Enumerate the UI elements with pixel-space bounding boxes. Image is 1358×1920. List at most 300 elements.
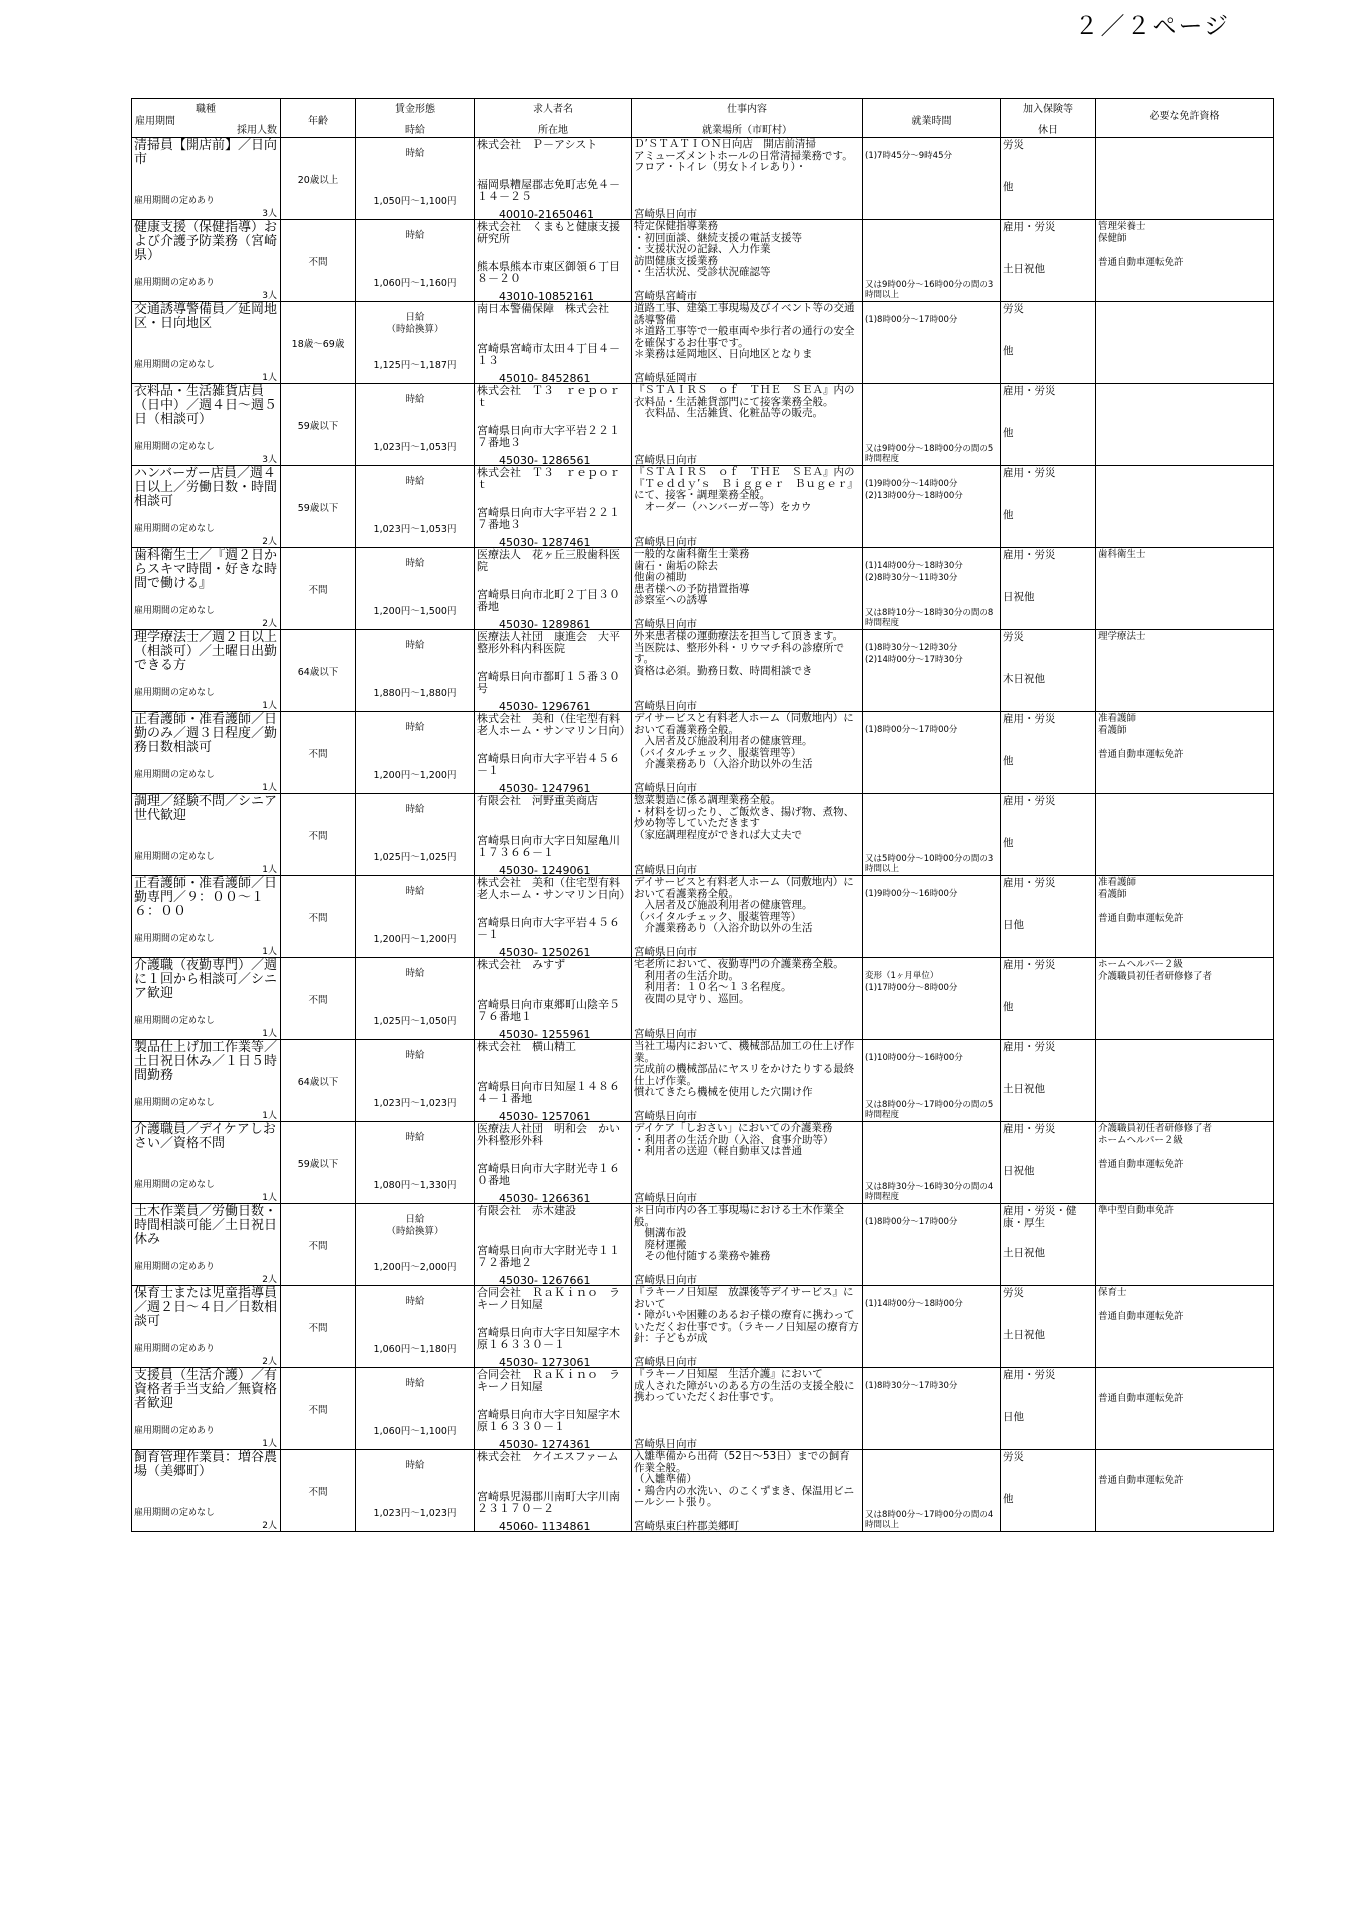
hire-count: 1人: [262, 865, 277, 875]
employer-name: 株式会社 Ｔ３ ｒｅｐｏｒｔ: [477, 466, 620, 491]
cell-license: [1096, 220, 1274, 302]
job-number: 45030- 1287461: [499, 536, 591, 548]
cell-license: [1096, 630, 1274, 712]
insurance: 雇用・労災: [1003, 1041, 1056, 1053]
job-title: 土木作業員／労働日数・時間相談可能／土日祝日休み: [134, 1204, 278, 1247]
work-location: 宮崎県日向市: [634, 946, 697, 958]
cell-license: [1096, 1122, 1274, 1204]
employment-period: 雇用期間の定めあり: [134, 1426, 216, 1436]
cell-hours: [863, 220, 1001, 302]
cell-age: [281, 466, 356, 548]
required-license: 介護職員初任者研修修了者 ホームヘルパー２級 普通自動車運転免許: [1098, 1123, 1213, 1170]
table-row: [132, 220, 1274, 302]
employment-period: 雇用期間の定めなし: [134, 1098, 216, 1108]
insurance: 労災: [1003, 303, 1024, 315]
wage-type: 時給: [405, 1132, 425, 1143]
wage-range: 1,200円～1,200円: [373, 770, 457, 781]
work-hours-note: 又は9時00分～18時00分の間の5時間程度: [865, 444, 994, 464]
wage-range: 1,025円～1,050円: [373, 1016, 457, 1027]
employer-name: 合同会社 ＲａＫｉｎｏ ラキーノ日知屋: [477, 1286, 620, 1311]
job-title: 健康支援（保健指導）および介護予防業務（宮崎県）: [134, 220, 278, 263]
cell-content: [632, 876, 863, 958]
table-row: [132, 466, 1274, 548]
cell-insurance: [1001, 384, 1096, 466]
job-title: 理学療法士／週２日以上（相談可）／土曜日出勤できる方: [134, 630, 278, 673]
cell-employer: [475, 548, 632, 630]
header-job: 職種 雇用期間 採用人数: [132, 99, 281, 138]
job-title: 清掃員【開店前】／日向市: [134, 138, 278, 167]
job-title: 介護職（夜勤専門）／週に１回から相談可／シニア歓迎: [134, 958, 278, 1001]
age-requirement: 59歳以下: [297, 421, 339, 432]
job-title: 調理／経験不問／シニア世代歓迎: [134, 794, 278, 823]
employer-name: 株式会社 Ｔ３ ｒｅｐｏｒｔ: [477, 384, 620, 409]
wage-type: 時給: [405, 804, 425, 815]
required-license: 準中型自動車免許: [1098, 1205, 1175, 1216]
work-location: 宮崎県日向市: [634, 864, 697, 876]
header-insurance: 加入保険等 休日: [1001, 99, 1096, 138]
work-location: 宮崎県日向市: [634, 700, 697, 712]
cell-employer: [475, 1204, 632, 1286]
cell-wage: [356, 138, 475, 220]
insurance: 労災: [1003, 1451, 1024, 1463]
wage-type: 時給: [405, 968, 425, 979]
employer-address: 宮崎県日向市大字日知屋字木原１６３３０－１: [477, 1326, 620, 1351]
employer-name: 株式会社 くまもと健康支援研究所: [477, 220, 620, 245]
age-requirement: 59歳以下: [297, 503, 339, 514]
job-description: 『ＳＴＡＩＲＳ ｏｆ ＴＨＥ ＳＥＡ』内の衣料品・生活雑貨部門にて接客業務全般。 衣料品、生活雑貨、化粧品等の販売。: [634, 384, 855, 419]
work-hours: (1)9時00分～14時00分 (2)13時00分～18時00分: [865, 479, 963, 501]
employer-address: 宮崎県日向市大字日知屋亀川１７３６６－１: [477, 834, 620, 859]
cell-insurance: [1001, 794, 1096, 876]
cell-employer: [475, 876, 632, 958]
cell-wage: [356, 1204, 475, 1286]
table-row: [132, 1204, 1274, 1286]
employment-period: 雇用期間の定めなし: [134, 1016, 216, 1026]
wage-type: 時給: [405, 558, 425, 569]
job-title: 歯科衛生士／『週２日からスキマ時間・好きな時間で働ける』: [134, 548, 278, 591]
employer-name: 有限会社 赤木建設: [477, 1204, 576, 1217]
work-location: 宮崎県日向市: [634, 1274, 697, 1286]
cell-age: [281, 958, 356, 1040]
work-hours-note: 又は8時10分～18時30分の間の8時間程度: [865, 608, 994, 628]
required-license: 准看護師 看護師 普通自動車運転免許: [1098, 713, 1184, 760]
job-title: 飼育管理作業員：増谷農場（美郷町）: [134, 1450, 278, 1479]
cell-hours: [863, 712, 1001, 794]
wage-type: 日給 （時給換算）: [386, 312, 444, 335]
header-license: 必要な免許資格: [1096, 99, 1274, 138]
employer-address: 福岡県糟屋郡志免町志免４－１４－２５: [477, 178, 620, 203]
cell-employer: [475, 138, 632, 220]
work-location: 宮崎県日向市: [634, 1438, 697, 1450]
wage-range: 1,200円～1,200円: [373, 934, 457, 945]
employer-address: 宮崎県日向市大字財光寺１１７２番地２: [477, 1244, 620, 1269]
employer-address: 宮崎県日向市日知屋１４８６４－１番地: [477, 1080, 620, 1105]
employer-address: 宮崎県日向市大字日知屋字木原１６３３０－１: [477, 1408, 620, 1433]
employment-period: 雇用期間の定めなし: [134, 360, 216, 370]
employer-name: 株式会社 みすず: [477, 958, 566, 971]
table-header-row: [132, 99, 1274, 138]
cell-content: [632, 1122, 863, 1204]
job-listing-table: [131, 98, 1274, 1532]
employer-name: 南日本警備保障 株式会社: [477, 302, 609, 315]
table-row: [132, 1122, 1274, 1204]
holidays: 日祝他: [1003, 1165, 1035, 1177]
cell-age: [281, 548, 356, 630]
insurance: 雇用・労災: [1003, 467, 1056, 479]
cell-content: [632, 220, 863, 302]
cell-content: [632, 1286, 863, 1368]
cell-content: [632, 712, 863, 794]
cell-license: [1096, 138, 1274, 220]
cell-license: [1096, 466, 1274, 548]
age-requirement: 不問: [308, 749, 328, 760]
cell-wage: [356, 466, 475, 548]
cell-insurance: [1001, 1122, 1096, 1204]
cell-license: [1096, 302, 1274, 384]
hire-count: 3人: [262, 209, 277, 219]
cell-hours: [863, 138, 1001, 220]
job-number: 45010- 8452861: [499, 372, 591, 384]
cell-hours: [863, 1368, 1001, 1450]
cell-insurance: [1001, 220, 1096, 302]
cell-employer: [475, 630, 632, 712]
insurance: 雇用・労災: [1003, 385, 1056, 397]
age-requirement: 64歳以下: [297, 1077, 339, 1088]
job-title: 製品仕上げ加工作業等／土日祝日休み／１日５時間勤務: [134, 1040, 278, 1083]
work-hours: (1)10時00分～16時00分: [865, 1053, 963, 1063]
age-requirement: 20歳以上: [297, 175, 339, 186]
header-hours: 就業時間: [863, 99, 1001, 138]
job-number: 45030- 1274361: [499, 1438, 591, 1450]
job-description: 『ラキーノ日知屋 生活介護』において 成人された障がいのある方の生活の支援全般に携わっていただくお仕事です。: [634, 1368, 855, 1403]
cell-insurance: [1001, 1450, 1096, 1532]
job-description: 特定保健指導業務 ・初回面談、継続支援の電話支援等 ・支援状況の記録、入力作業 訪問健康支援業務 ・生活状況、受診状況確認等: [634, 220, 802, 278]
cell-content: [632, 302, 863, 384]
cell-wage: [356, 1040, 475, 1122]
required-license: 普通自動車運転免許: [1098, 1393, 1184, 1404]
cell-license: [1096, 794, 1274, 876]
employment-period: 雇用期間の定めあり: [134, 278, 216, 288]
cell-content: [632, 384, 863, 466]
cell-age: [281, 384, 356, 466]
insurance: 雇用・労災・健康・厚生: [1003, 1205, 1077, 1229]
work-hours-note: 又は8時30分～16時30分の間の4時間程度: [865, 1182, 994, 1202]
cell-job: [132, 794, 281, 876]
work-hours: (1)8時30分～17時30分: [865, 1381, 958, 1391]
employer-address: 宮崎県日向市大字財光寺１６０番地: [477, 1162, 620, 1187]
wage-range: 1,060円～1,100円: [373, 1426, 457, 1437]
job-description: Ｄ’ＳＴＡＴＩＯＮ日向店 開店前清掃 アミューズメントホールの日常清掃業務です。 フロア・トイレ（男女トイレあり）・: [634, 138, 853, 173]
insurance: 雇用・労災: [1003, 1369, 1056, 1381]
cell-job: [132, 630, 281, 712]
work-hours: (1)8時00分～17時00分: [865, 1217, 958, 1227]
wage-type: 時給: [405, 230, 425, 241]
job-description: 当社工場内において、機械部品加工の仕上げ作業。 完成前の機械部品にヤスリをかけたりする最終仕上げ作業。 慣れてきたら機械を使用した穴開け作: [634, 1040, 855, 1098]
wage-range: 1,060円～1,160円: [373, 278, 457, 289]
job-description: 宅老所において、夜勤専門の介護業務全般。 利用者の生活介助。 利用者：１０名～１３名程度。 夜間の見守り、巡回。: [634, 958, 844, 1005]
work-location: 宮崎県日向市: [634, 782, 697, 794]
employer-name: 株式会社 美和（住宅型有料老人ホーム・サンマリン日向）: [477, 712, 631, 737]
employment-period: 雇用期間の定めなし: [134, 442, 216, 452]
cell-wage: [356, 220, 475, 302]
age-requirement: 不問: [308, 257, 328, 268]
holidays: 土日祝他: [1003, 1247, 1045, 1259]
employer-name: 医療法人社団 明和会 かい外科整形外科: [477, 1122, 620, 1147]
cell-hours: [863, 548, 1001, 630]
cell-content: [632, 548, 863, 630]
hire-count: 1人: [262, 1193, 277, 1203]
job-title: 保育士または児童指導員／週２日～４日／日数相談可: [134, 1286, 278, 1329]
hire-count: 1人: [262, 373, 277, 383]
hire-count: 2人: [262, 1357, 277, 1367]
cell-job: [132, 876, 281, 958]
cell-insurance: [1001, 1040, 1096, 1122]
header-wage: 賃金形態 時給: [356, 99, 475, 138]
employment-period: 雇用期間の定めあり: [134, 1344, 216, 1354]
hire-count: 2人: [262, 619, 277, 629]
insurance: 労災: [1003, 1287, 1024, 1299]
cell-wage: [356, 630, 475, 712]
wage-range: 1,050円～1,100円: [373, 196, 457, 207]
job-number: 45030- 1266361: [499, 1192, 591, 1204]
header-employer: 求人者名 所在地: [475, 99, 632, 138]
job-number: 45030- 1296761: [499, 700, 591, 712]
age-requirement: 18歳～69歳: [291, 339, 345, 350]
cell-license: [1096, 548, 1274, 630]
required-license: 准看護師 看護師 普通自動車運転免許: [1098, 877, 1184, 924]
cell-employer: [475, 220, 632, 302]
cell-insurance: [1001, 876, 1096, 958]
work-location: 宮崎県東臼杵郡美郷町: [634, 1520, 739, 1532]
holidays: 日祝他: [1003, 591, 1035, 603]
hire-count: 1人: [262, 947, 277, 957]
job-number: 45030- 1247961: [499, 782, 591, 794]
job-title: 介護職員／デイケアしおさい／資格不問: [134, 1122, 276, 1151]
job-number: 45030- 1273061: [499, 1356, 591, 1368]
required-license: 管理栄養士 保健師 普通自動車運転免許: [1098, 221, 1184, 268]
header-age: 年齢: [281, 99, 356, 138]
work-hours: (1)14時00分～18時00分: [865, 1299, 963, 1309]
cell-license: [1096, 876, 1274, 958]
work-hours-note: 又は5時00分～10時00分の間の3時間以上: [865, 854, 994, 874]
cell-wage: [356, 876, 475, 958]
cell-wage: [356, 1368, 475, 1450]
cell-wage: [356, 1286, 475, 1368]
work-hours: (1)9時00分～16時00分: [865, 889, 958, 899]
work-location: 宮崎県日向市: [634, 1110, 697, 1122]
job-number: 45030- 1267661: [499, 1274, 591, 1286]
employer-address: 宮崎県日向市大字平岩４５６－１: [477, 752, 620, 777]
cell-job: [132, 1122, 281, 1204]
employment-period: 雇用期間の定めなし: [134, 852, 216, 862]
cell-employer: [475, 794, 632, 876]
table-row: [132, 712, 1274, 794]
work-location: 宮崎県日向市: [634, 536, 697, 548]
cell-insurance: [1001, 466, 1096, 548]
wage-range: 1,060円～1,180円: [373, 1344, 457, 1355]
insurance: 雇用・労災: [1003, 549, 1056, 561]
cell-wage: [356, 384, 475, 466]
wage-range: 1,880円～1,880円: [373, 688, 457, 699]
wage-type: 時給: [405, 148, 425, 159]
wage-range: 1,200円～1,500円: [373, 606, 457, 617]
table-row: [132, 958, 1274, 1040]
employer-name: 合同会社 ＲａＫｉｎｏ ラキーノ日知屋: [477, 1368, 620, 1393]
employment-period: 雇用期間の定めあり: [134, 1262, 216, 1272]
employer-address: 宮崎県日向市東郷町山陰辛５７６番地１: [477, 998, 620, 1023]
cell-hours: [863, 1450, 1001, 1532]
employer-address: 宮崎県宮崎市太田４丁目４－１３: [477, 342, 620, 367]
header-content: 仕事内容 就業場所（市町村）: [632, 99, 863, 138]
hire-count: 1人: [262, 701, 277, 711]
cell-content: [632, 1368, 863, 1450]
cell-job: [132, 302, 281, 384]
employer-address: 宮崎県日向市大字平岩２２１７番地３: [477, 506, 620, 531]
holidays: 他: [1003, 509, 1014, 521]
cell-hours: [863, 876, 1001, 958]
work-hours: (1)8時00分～17時00分: [865, 315, 958, 325]
job-number: 45060- 1134861: [499, 1520, 591, 1532]
cell-age: [281, 1368, 356, 1450]
wage-range: 1,023円～1,053円: [373, 442, 457, 453]
holidays: 他: [1003, 1001, 1014, 1013]
cell-age: [281, 1040, 356, 1122]
cell-employer: [475, 1450, 632, 1532]
work-location: 宮崎県宮崎市: [634, 290, 697, 302]
cell-hours: [863, 1040, 1001, 1122]
hire-count: 3人: [262, 291, 277, 301]
holidays: 他: [1003, 755, 1014, 767]
table-row: [132, 876, 1274, 958]
insurance: 労災: [1003, 631, 1024, 643]
wage-type: 時給: [405, 886, 425, 897]
wage-type: 時給: [405, 476, 425, 487]
cell-age: [281, 1122, 356, 1204]
age-requirement: 59歳以下: [297, 1159, 339, 1170]
cell-age: [281, 630, 356, 712]
job-description: デイケア「しおさい」においての介護業務 ・利用者の生活介助（入浴、食事介助等） ・利用者の送迎（軽自動車又は普通: [634, 1122, 834, 1157]
employer-address: 宮崎県児湯郡川南町大字川南２３１７０－２: [477, 1490, 620, 1515]
wage-type: 時給: [405, 722, 425, 733]
table-row: [132, 138, 1274, 220]
job-title: 支援員（生活介護）／有資格者手当支給／無資格者歓迎: [134, 1368, 278, 1411]
cell-age: [281, 1450, 356, 1532]
employer-name: 医療法人 花ヶ丘三股歯科医院: [477, 548, 620, 573]
job-title: 交通誘導警備員／延岡地区・日向地区: [134, 302, 278, 331]
work-hours-note: 又は8時00分～17時00分の間の5時間程度: [865, 1100, 994, 1120]
cell-employer: [475, 1040, 632, 1122]
cell-job: [132, 466, 281, 548]
work-location: 宮崎県延岡市: [634, 372, 697, 384]
required-license: 普通自動車運転免許: [1098, 1475, 1184, 1486]
cell-job: [132, 220, 281, 302]
age-requirement: 不問: [308, 1487, 328, 1498]
job-description: 『ラキーノ日知屋 放課後等デイサービス』において ・障がいや困難のあるお子様の療育に携わっていただくお仕事です。（ラキーノ日知屋の療育方針：子どもが成: [634, 1286, 859, 1344]
insurance: 雇用・労災: [1003, 1123, 1056, 1135]
cell-wage: [356, 1122, 475, 1204]
wage-type: 時給: [405, 640, 425, 651]
age-requirement: 不問: [308, 1241, 328, 1252]
cell-insurance: [1001, 630, 1096, 712]
hire-count: 2人: [262, 537, 277, 547]
age-requirement: 不問: [308, 1405, 328, 1416]
cell-insurance: [1001, 302, 1096, 384]
wage-range: 1,125円～1,187円: [373, 360, 457, 371]
cell-insurance: [1001, 712, 1096, 794]
wage-range: 1,023円～1,053円: [373, 524, 457, 535]
work-location: 宮崎県日向市: [634, 1192, 697, 1204]
cell-wage: [356, 958, 475, 1040]
cell-license: [1096, 1368, 1274, 1450]
work-hours-note: 又は8時00分～17時00分の間の4時間以上: [865, 1510, 994, 1530]
cell-license: [1096, 712, 1274, 794]
work-location: 宮崎県日向市: [634, 1028, 697, 1040]
table-row: [132, 548, 1274, 630]
cell-license: [1096, 1450, 1274, 1532]
age-requirement: 不問: [308, 1323, 328, 1334]
hire-count: 2人: [262, 1275, 277, 1285]
holidays: 他: [1003, 345, 1014, 357]
cell-content: [632, 138, 863, 220]
cell-job: [132, 1204, 281, 1286]
cell-age: [281, 138, 356, 220]
cell-job: [132, 1368, 281, 1450]
holidays: 土日祝他: [1003, 1083, 1045, 1095]
cell-content: [632, 630, 863, 712]
job-number: 45030- 1289861: [499, 618, 591, 630]
cell-employer: [475, 1286, 632, 1368]
cell-insurance: [1001, 1368, 1096, 1450]
hire-count: 1人: [262, 1029, 277, 1039]
age-requirement: 不問: [308, 831, 328, 842]
cell-employer: [475, 302, 632, 384]
cell-employer: [475, 958, 632, 1040]
table-row: [132, 384, 1274, 466]
holidays: 他: [1003, 1493, 1014, 1505]
job-description: 外来患者様の運動療法を担当して頂きます。 当医院は、整形外科・リウマチ科の診療所です。 資格は必須。勤務日数、時間相談でき: [634, 630, 844, 677]
table-row: [132, 1368, 1274, 1450]
table-row: [132, 1450, 1274, 1532]
table-row: [132, 794, 1274, 876]
work-hours-note: 又は9時00分～16時00分の間の3時間以上: [865, 280, 994, 300]
job-number: 40010-21650461: [499, 208, 594, 220]
age-requirement: 不問: [308, 913, 328, 924]
employer-address: 宮崎県日向市大字平岩２２１７番地３: [477, 424, 620, 449]
cell-age: [281, 794, 356, 876]
required-license: ホームヘルパー２級 介護職員初任者研修修了者: [1098, 959, 1213, 982]
wage-type: 時給: [405, 394, 425, 405]
cell-hours: [863, 1286, 1001, 1368]
employer-name: 有限会社 河野重美商店: [477, 794, 598, 807]
required-license: 保育士 普通自動車運転免許: [1098, 1287, 1184, 1322]
cell-insurance: [1001, 138, 1096, 220]
work-hours: (1)8時30分～12時30分 (2)14時00分～17時30分: [865, 643, 963, 665]
employment-period: 雇用期間の定めなし: [134, 770, 216, 780]
cell-age: [281, 220, 356, 302]
cell-content: [632, 1040, 863, 1122]
employer-name: 株式会社 美和（住宅型有料老人ホーム・サンマリン日向）: [477, 876, 631, 901]
job-description: 一般的な歯科衛生士業務 歯石・歯垢の除去 他歯の補助 患者様への予防措置指導 診察室への誘導: [634, 548, 750, 606]
cell-job: [132, 548, 281, 630]
cell-hours: [863, 1204, 1001, 1286]
employer-address: 宮崎県日向市大字平岩４５６－１: [477, 916, 620, 941]
cell-content: [632, 794, 863, 876]
table-row: [132, 302, 1274, 384]
cell-license: [1096, 1286, 1274, 1368]
job-description: ＊日向市内の各工事現場における土木作業全般。 側溝布設 廃材運搬 その他付随する業務や雑務: [634, 1204, 844, 1262]
age-requirement: 不問: [308, 995, 328, 1006]
job-title: 衣料品・生活雑貨店員（日中）／週４日～週５日（相談可）: [134, 384, 278, 427]
